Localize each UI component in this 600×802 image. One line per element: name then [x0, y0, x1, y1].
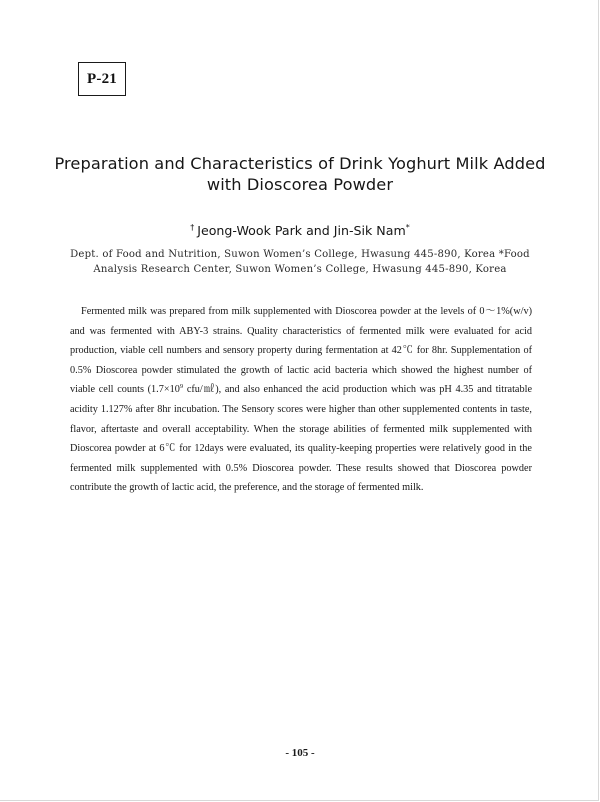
author-affiliation-mark: * — [405, 223, 410, 232]
corresponding-author-mark: † — [190, 223, 195, 232]
abstract-paragraph — [70, 302, 532, 498]
author-line — [40, 220, 560, 239]
paper-title-line-1: Preparation and Characteristics of Drink Yoghurt Milk Added — [54, 154, 546, 173]
poster-id-badge — [78, 62, 126, 96]
affiliation-line-1: Dept. of Food and Nutrition, Suwon Women’s College, Hwasung 445-890, Korea *Food — [70, 249, 530, 260]
author-names: Jeong-Wook Park and Jin-Sik Nam — [197, 223, 406, 238]
abstract-exponent: 9 — [179, 383, 184, 391]
affiliation — [62, 247, 538, 277]
abstract-text-part-1: Fermented milk was prepared from milk supplemented with Dioscorea powder at the levels of 0～1%(w/v) and was fermented with ABY-3 strains. Quality characteristics of fermented milk were evaluated for acid production, viable cell numbers and sensory property during fermentation at 42℃ for 8hr. Supplementation of 0.5% Dioscorea powder stimulated the growth of lactic acid bacteria which showed the highest number of viable cell counts (1.7×10 — [70, 306, 532, 396]
affiliation-line-2: Analysis Research Center, Suwon Women’s College, Hwasung 445-890, Korea — [93, 264, 507, 275]
abstract-text-part-2: cfu/㎖), and also enhanced the acid production which was pH 4.35 and titratable acidity 1.127% after 8hr incubation. The Sensory scores were higher than other supplemented contents in taste, flavor, aftertaste and overall acceptability. When the storage abilities of fermented milk supplemented with Dioscorea powder at 6℃ for 12days were evaluated, its quality-keeping properties were relatively good in the fermented milk supplemented with 0.5% Dioscorea powder. These results showed that Dioscorea powder contribute the growth of lactic acid, the preference, and the storage of fermented milk. — [70, 384, 532, 494]
poster-id: P-21 — [87, 70, 117, 87]
page-number: - 105 - — [285, 747, 315, 759]
paper-title-line-2: with Dioscorea Powder — [206, 175, 394, 194]
paper-title — [40, 153, 560, 195]
